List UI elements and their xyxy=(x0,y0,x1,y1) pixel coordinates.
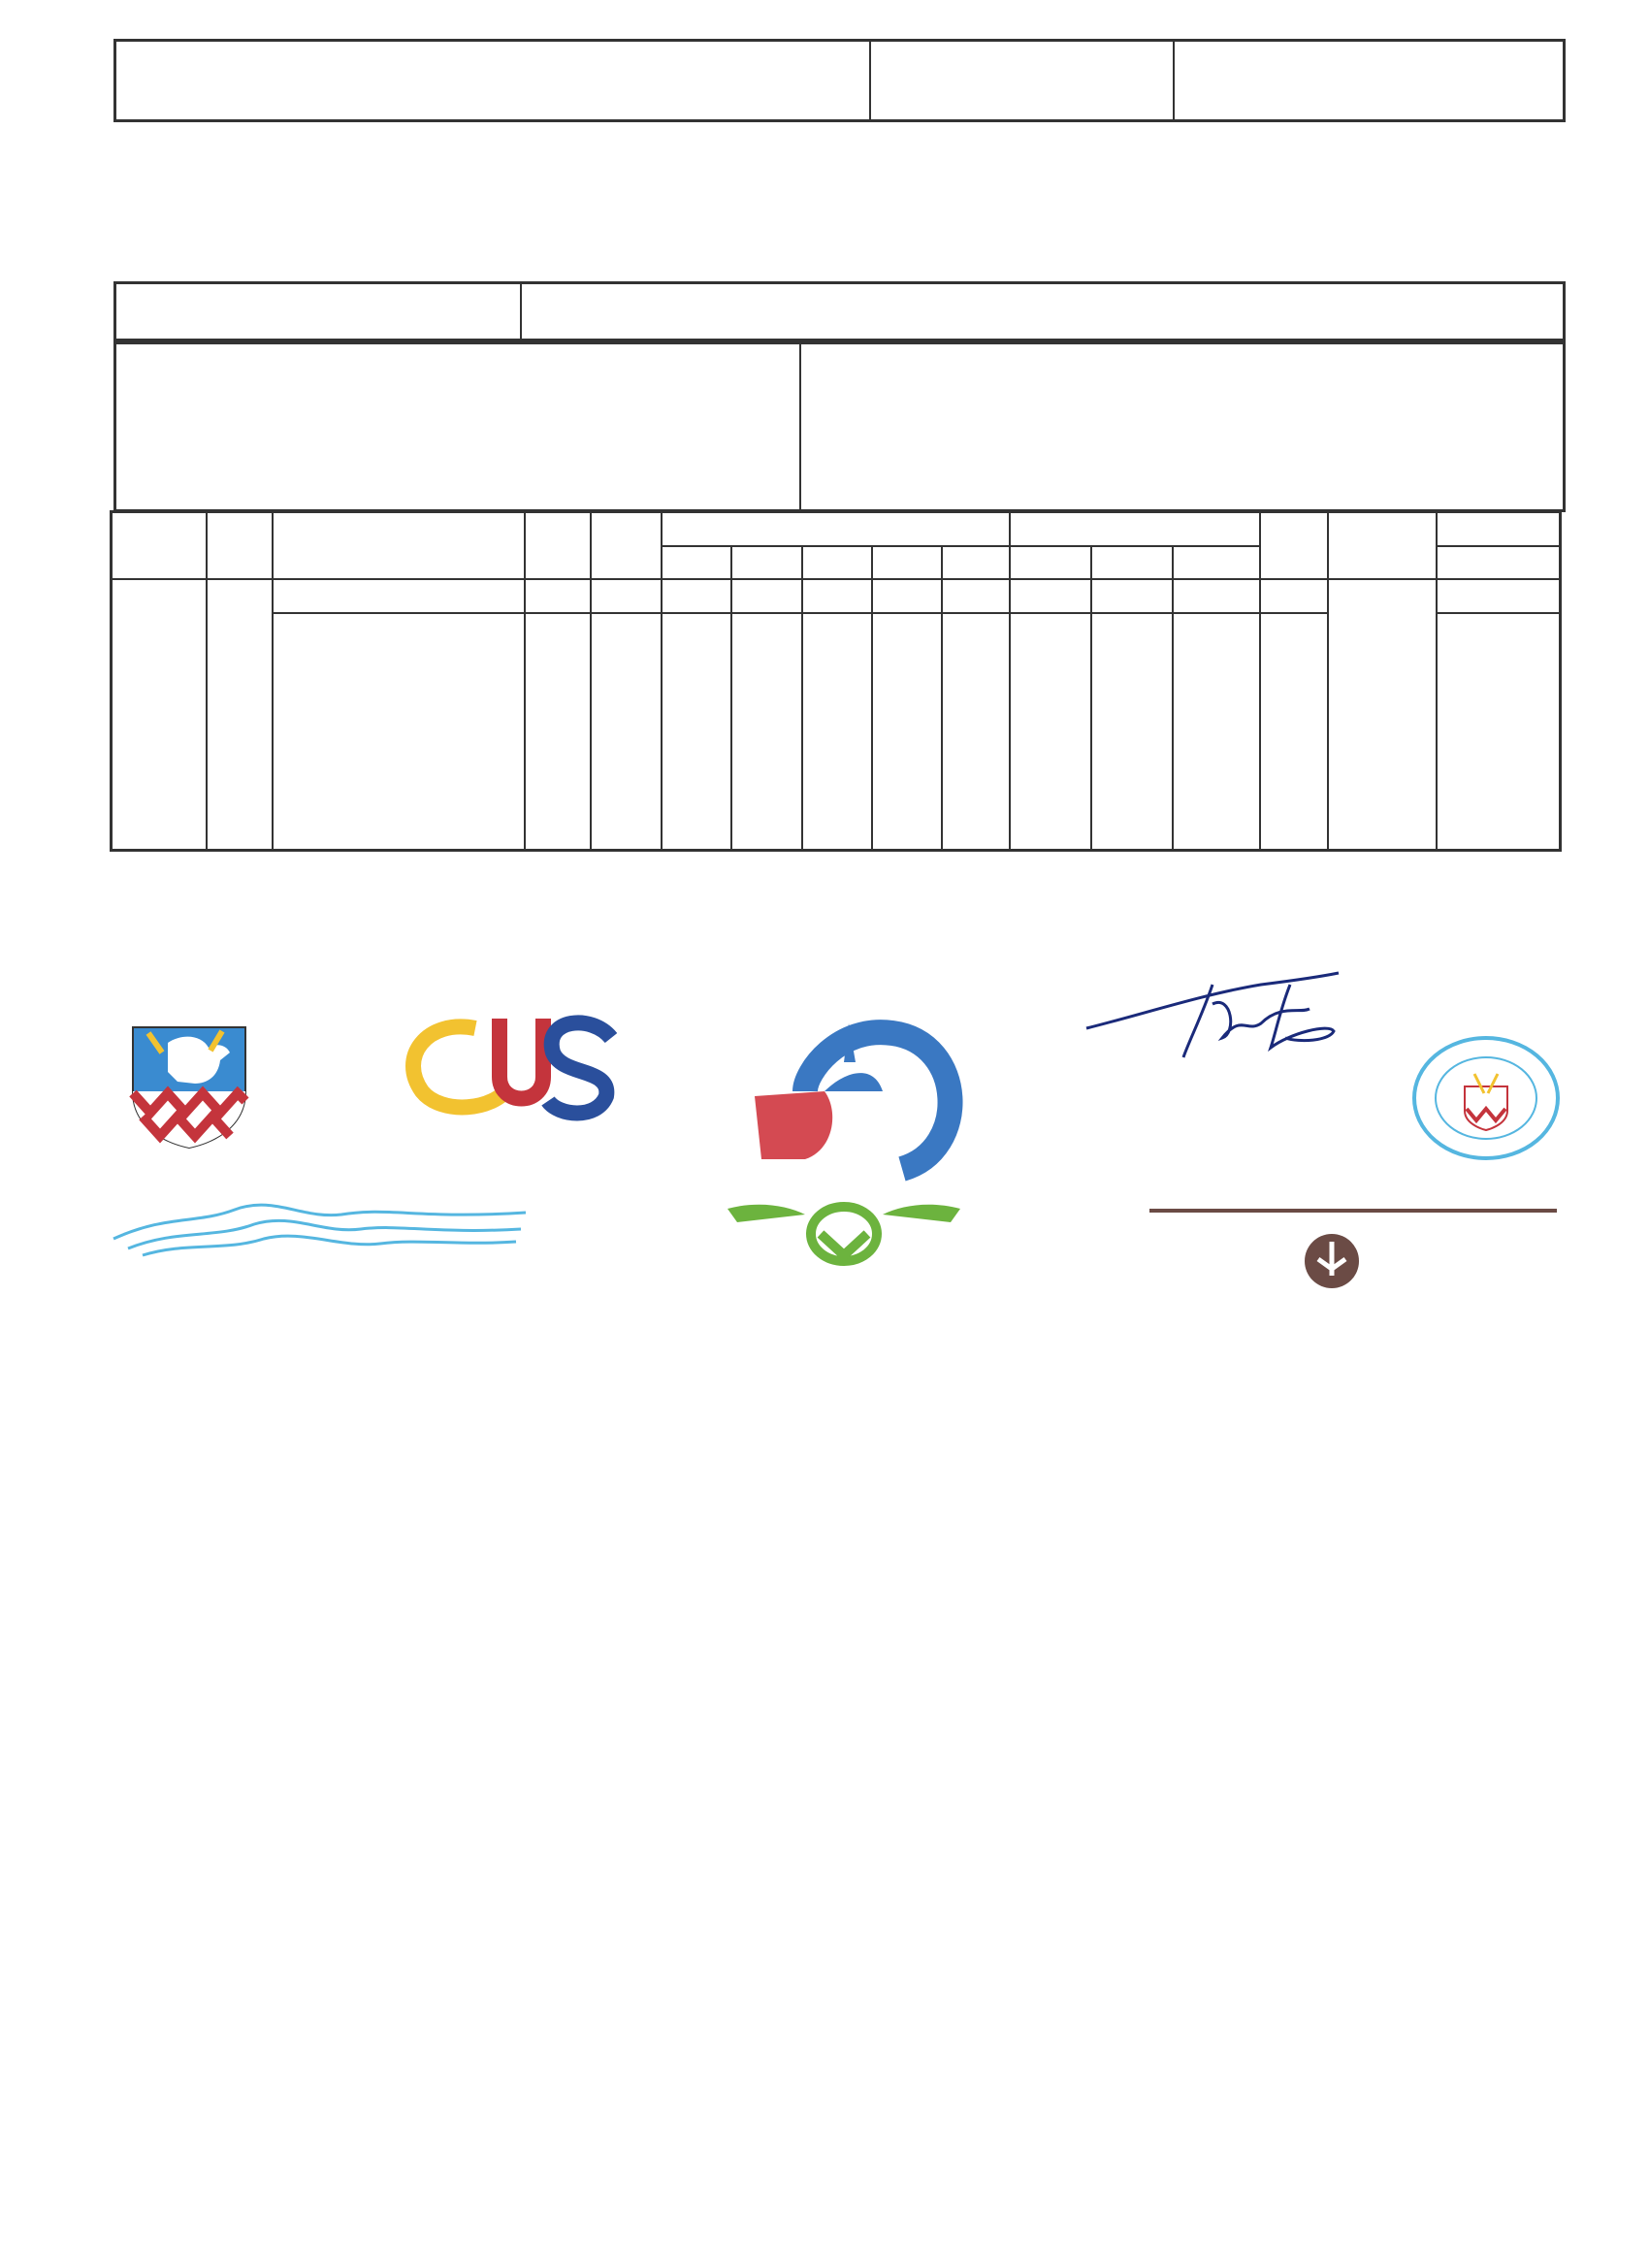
header-subdivider xyxy=(1436,545,1562,547)
column-divider xyxy=(524,510,526,850)
header-bottom-line xyxy=(110,578,1562,580)
column-divider xyxy=(801,545,803,850)
column-divider xyxy=(1259,510,1261,850)
results-table xyxy=(0,0,1649,873)
column-divider xyxy=(590,510,592,850)
jump-separator xyxy=(1436,612,1562,614)
header-subdivider xyxy=(661,545,1259,547)
moravskoslezsky-kraj-logo xyxy=(747,1004,1310,1198)
column-divider xyxy=(941,545,943,850)
kozlovice-village-logo xyxy=(109,1195,535,1350)
jump-separator xyxy=(272,612,1327,614)
column-divider xyxy=(871,545,873,850)
column-divider xyxy=(661,510,663,850)
moravskoslezska-lesni-logo xyxy=(630,1195,1067,1341)
column-divider xyxy=(1436,510,1438,850)
ceska-unie-sportu-logo xyxy=(388,999,630,1174)
column-divider xyxy=(206,510,208,850)
column-divider xyxy=(1009,510,1011,850)
srotek-logo xyxy=(1140,1203,1567,1300)
ski-klub-kozlovice-logo xyxy=(1408,1033,1564,1164)
kozlovice-coat-of-arms-logo xyxy=(129,1023,249,1150)
column-divider xyxy=(730,545,732,850)
column-divider xyxy=(1090,545,1092,850)
results-table-frame xyxy=(110,510,1562,852)
column-divider xyxy=(272,510,274,850)
column-divider xyxy=(1172,545,1174,850)
column-divider xyxy=(1327,510,1329,850)
